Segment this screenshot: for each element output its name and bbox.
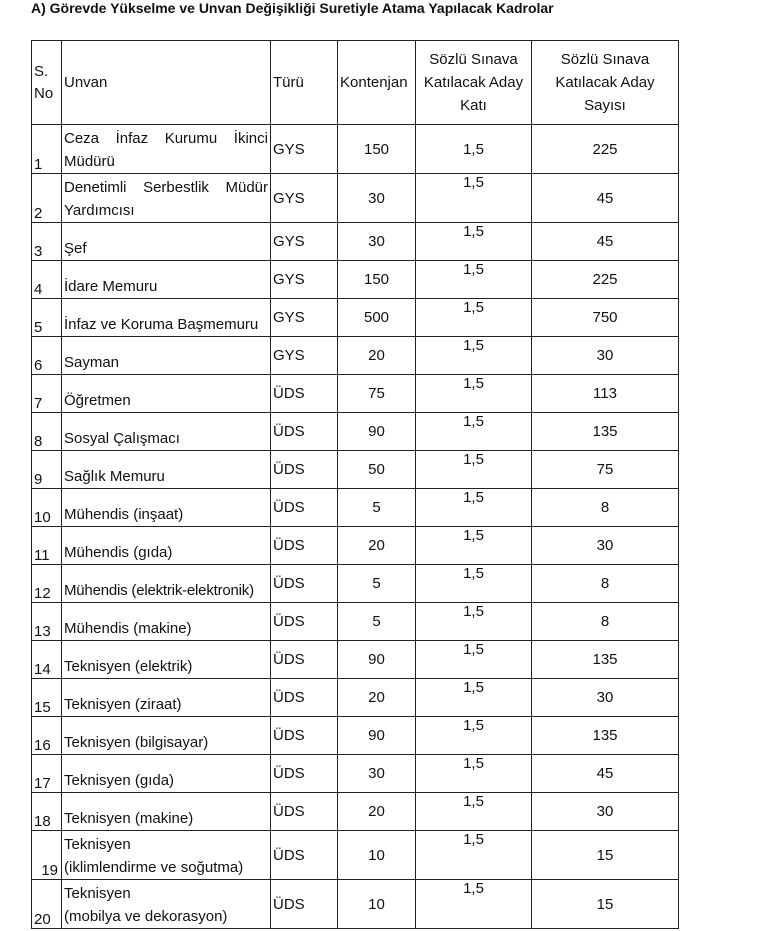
- cell-turu: ÜDS: [271, 413, 338, 451]
- cell-turu: ÜDS: [271, 880, 338, 929]
- cell-sira-no: 5: [32, 299, 62, 337]
- cell-aday-kati: 1,5: [416, 565, 532, 603]
- cell-sira-no: 17: [32, 755, 62, 793]
- header-sira-no: [32, 41, 62, 125]
- cell-unvan: Mühendis (gıda): [62, 527, 271, 565]
- table-row: [32, 413, 679, 451]
- cell-aday-sayisi: 30: [532, 793, 679, 831]
- cell-kontenjan: 75: [338, 375, 416, 413]
- cell-unvan: İdare Memuru: [62, 261, 271, 299]
- cell-aday-kati: 1,5: [416, 299, 532, 337]
- cell-sira-no: 16: [32, 717, 62, 755]
- cell-kontenjan: 90: [338, 413, 416, 451]
- cell-aday-sayisi: 8: [532, 603, 679, 641]
- table-row: [32, 125, 679, 174]
- positions-table: [31, 40, 679, 929]
- cell-aday-sayisi: 45: [532, 755, 679, 793]
- cell-aday-sayisi: 30: [532, 337, 679, 375]
- cell-aday-kati: 1,5: [416, 413, 532, 451]
- cell-aday-kati: 1,5: [416, 717, 532, 755]
- cell-sira-no: 15: [32, 679, 62, 717]
- cell-aday-kati: 1,5: [416, 755, 532, 793]
- cell-aday-sayisi: 135: [532, 641, 679, 679]
- table-row: [32, 337, 679, 375]
- cell-sira-no: 11: [32, 527, 62, 565]
- cell-unvan: [62, 174, 271, 223]
- cell-aday-sayisi: 750: [532, 299, 679, 337]
- cell-unvan-line2: Yardımcısı: [64, 202, 135, 219]
- cell-aday-kati: 1,5: [416, 125, 532, 174]
- cell-sira-no: 7: [32, 375, 62, 413]
- cell-turu: ÜDS: [271, 793, 338, 831]
- cell-aday-kati: 1,5: [416, 679, 532, 717]
- cell-turu: ÜDS: [271, 451, 338, 489]
- cell-aday-kati: 1,5: [416, 261, 532, 299]
- cell-unvan: Teknisyen (ziraat): [62, 679, 271, 717]
- table-row: [32, 755, 679, 793]
- header-aday-sayisi: Sözlü Sınava Katılacak Aday Sayısı: [532, 41, 679, 125]
- table-row: [32, 565, 679, 603]
- cell-unvan: [62, 831, 271, 880]
- cell-sira-no: 8: [32, 413, 62, 451]
- header-aday-kati: Sözlü Sınava Katılacak Aday Katı: [416, 41, 532, 125]
- cell-unvan-line1: Teknisyen: [64, 885, 131, 902]
- cell-unvan-line2: Müdürü: [64, 153, 115, 170]
- cell-unvan: Öğretmen: [62, 375, 271, 413]
- cell-aday-sayisi: 45: [532, 174, 679, 223]
- cell-turu: GYS: [271, 125, 338, 174]
- cell-aday-sayisi: 15: [532, 880, 679, 929]
- cell-kontenjan: 20: [338, 679, 416, 717]
- table-row: [32, 223, 679, 261]
- header-kontenjan: Kontenjan: [338, 41, 416, 125]
- cell-sira-no: 2: [32, 174, 62, 223]
- table-row: [32, 641, 679, 679]
- cell-kontenjan: 10: [338, 831, 416, 880]
- cell-aday-sayisi: 225: [532, 261, 679, 299]
- table-row: [32, 261, 679, 299]
- cell-kontenjan: 50: [338, 451, 416, 489]
- cell-unvan: [62, 125, 271, 174]
- cell-unvan: Mühendis (makine): [62, 603, 271, 641]
- cell-aday-kati: 1,5: [416, 375, 532, 413]
- cell-kontenjan: 20: [338, 337, 416, 375]
- cell-kontenjan: 150: [338, 261, 416, 299]
- table-header-row: [32, 41, 679, 125]
- header-sira-no-line2: No: [34, 84, 54, 102]
- table-row: [32, 489, 679, 527]
- cell-unvan: Teknisyen (gıda): [62, 755, 271, 793]
- cell-sira-no: 6: [32, 337, 62, 375]
- header-turu: Türü: [271, 41, 338, 125]
- cell-aday-sayisi: 135: [532, 413, 679, 451]
- cell-kontenjan: 30: [338, 755, 416, 793]
- cell-sira-no: 1: [32, 125, 62, 174]
- cell-turu: ÜDS: [271, 717, 338, 755]
- cell-aday-kati: 1,5: [416, 223, 532, 261]
- cell-kontenjan: 20: [338, 527, 416, 565]
- cell-unvan: Teknisyen (bilgisayar): [62, 717, 271, 755]
- cell-turu: ÜDS: [271, 489, 338, 527]
- cell-unvan: Sayman: [62, 337, 271, 375]
- cell-sira-no: 4: [32, 261, 62, 299]
- cell-unvan: İnfaz ve Koruma Başmemuru: [62, 299, 271, 337]
- cell-aday-kati: 1,5: [416, 880, 532, 929]
- table-row: [32, 451, 679, 489]
- table-row: [32, 793, 679, 831]
- cell-sira-no: 18: [32, 793, 62, 831]
- cell-kontenjan: 90: [338, 641, 416, 679]
- cell-unvan: Mühendis (elektrik-elektronik): [62, 565, 271, 603]
- cell-aday-kati: 1,5: [416, 489, 532, 527]
- cell-aday-kati: 1,5: [416, 603, 532, 641]
- table-row: [32, 603, 679, 641]
- cell-kontenjan: 5: [338, 603, 416, 641]
- header-unvan: Unvan: [62, 41, 271, 125]
- cell-turu: GYS: [271, 174, 338, 223]
- cell-aday-sayisi: 30: [532, 679, 679, 717]
- cell-unvan: Teknisyen (makine): [62, 793, 271, 831]
- cell-kontenjan: 5: [338, 565, 416, 603]
- cell-kontenjan: 20: [338, 793, 416, 831]
- cell-aday-kati: 1,5: [416, 451, 532, 489]
- cell-aday-sayisi: 113: [532, 375, 679, 413]
- cell-turu: ÜDS: [271, 603, 338, 641]
- cell-unvan: Şef: [62, 223, 271, 261]
- cell-unvan-line1: Denetimli Serbestlik Müdür: [64, 179, 268, 196]
- cell-kontenjan: 500: [338, 299, 416, 337]
- document-title: A) Görevde Yükselme ve Unvan Değişikliği Suretiyle Atama Yapılacak Kadrolar: [31, 0, 554, 16]
- cell-sira-no: 20: [32, 880, 62, 929]
- cell-aday-kati: 1,5: [416, 527, 532, 565]
- cell-sira-no: 9: [32, 451, 62, 489]
- cell-unvan: Sağlık Memuru: [62, 451, 271, 489]
- cell-aday-kati: 1,5: [416, 174, 532, 223]
- table-row: [32, 880, 679, 929]
- cell-turu: GYS: [271, 223, 338, 261]
- table-row: [32, 831, 679, 880]
- cell-unvan: Teknisyen (elektrik): [62, 641, 271, 679]
- cell-kontenjan: 30: [338, 223, 416, 261]
- cell-sira-no: 14: [32, 641, 62, 679]
- table-row: [32, 375, 679, 413]
- cell-aday-sayisi: 30: [532, 527, 679, 565]
- cell-turu: ÜDS: [271, 831, 338, 880]
- cell-aday-sayisi: 225: [532, 125, 679, 174]
- cell-sira-no: 3: [32, 223, 62, 261]
- cell-unvan-line1: Teknisyen: [64, 836, 131, 853]
- cell-aday-sayisi: 8: [532, 565, 679, 603]
- cell-aday-sayisi: 135: [532, 717, 679, 755]
- cell-unvan: [62, 880, 271, 929]
- table-row: [32, 717, 679, 755]
- cell-kontenjan: 30: [338, 174, 416, 223]
- cell-aday-kati: 1,5: [416, 337, 532, 375]
- cell-aday-kati: 1,5: [416, 831, 532, 880]
- cell-unvan-line1: Ceza İnfaz Kurumu İkinci: [64, 130, 268, 147]
- cell-kontenjan: 90: [338, 717, 416, 755]
- cell-aday-sayisi: 15: [532, 831, 679, 880]
- table-row: [32, 174, 679, 223]
- cell-turu: GYS: [271, 261, 338, 299]
- cell-aday-sayisi: 8: [532, 489, 679, 527]
- table-row: [32, 299, 679, 337]
- cell-sira-no: 19: [32, 831, 62, 880]
- cell-unvan: Sosyal Çalışmacı: [62, 413, 271, 451]
- header-sira-no-line1: S.: [34, 62, 49, 80]
- cell-turu: GYS: [271, 337, 338, 375]
- cell-sira-no: 10: [32, 489, 62, 527]
- cell-aday-sayisi: 75: [532, 451, 679, 489]
- cell-sira-no: 13: [32, 603, 62, 641]
- cell-kontenjan: 5: [338, 489, 416, 527]
- cell-turu: ÜDS: [271, 641, 338, 679]
- cell-sira-no: 12: [32, 565, 62, 603]
- cell-turu: ÜDS: [271, 679, 338, 717]
- cell-aday-kati: 1,5: [416, 793, 532, 831]
- cell-turu: ÜDS: [271, 527, 338, 565]
- table-row: [32, 527, 679, 565]
- cell-unvan-line2: (mobilya ve dekorasyon): [64, 908, 228, 925]
- cell-turu: GYS: [271, 299, 338, 337]
- cell-turu: ÜDS: [271, 375, 338, 413]
- table-row: [32, 679, 679, 717]
- cell-unvan-line2: (iklimlendirme ve soğutma): [64, 859, 244, 876]
- cell-kontenjan: 150: [338, 125, 416, 174]
- cell-aday-sayisi: 45: [532, 223, 679, 261]
- cell-turu: ÜDS: [271, 755, 338, 793]
- cell-aday-kati: 1,5: [416, 641, 532, 679]
- cell-turu: ÜDS: [271, 565, 338, 603]
- cell-kontenjan: 10: [338, 880, 416, 929]
- cell-unvan: Mühendis (inşaat): [62, 489, 271, 527]
